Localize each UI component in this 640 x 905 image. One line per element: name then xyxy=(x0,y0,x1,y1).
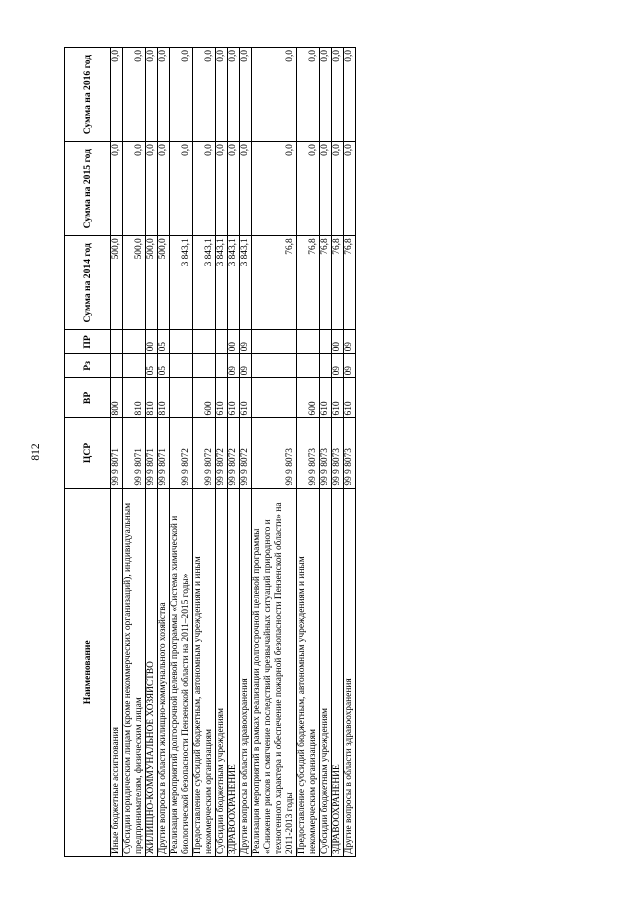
cell-rz xyxy=(123,354,146,378)
cell-2015: 0,0 xyxy=(123,142,146,236)
cell-2016: 0,0 xyxy=(320,48,332,142)
cell-rz: 09 xyxy=(240,354,252,378)
table-row xyxy=(332,48,344,857)
cell-2014: 500,0 xyxy=(158,236,170,330)
cell-pr xyxy=(252,330,297,354)
cell-name: Предоставление субсидий бюджетным, автономным учреждениям и иным некоммерческим организациям xyxy=(193,488,216,856)
budget-table xyxy=(64,47,356,857)
page-number: 812 xyxy=(30,443,42,461)
header-name: Наименование xyxy=(65,488,111,856)
cell-pr: 00 xyxy=(332,330,344,354)
cell-vr: 810 xyxy=(158,378,170,418)
cell-2015: 0,0 xyxy=(216,142,228,236)
cell-2015: 0,0 xyxy=(252,142,297,236)
cell-vr: 610 xyxy=(332,378,344,418)
table-row xyxy=(216,48,228,857)
cell-name: Реализация мероприятий в рамках реализации долгосрочной целевой программы «Снижение рисков и смягчение последствий чрезвычайных ситуаций природного и техногенного характера и обеспечение пожарной безопасности Пензенской области» на 2011-2013 годы xyxy=(252,488,297,856)
cell-csr: 99 9 8071 xyxy=(146,418,158,488)
table-row xyxy=(193,48,216,857)
header-vr: ВР xyxy=(65,378,111,418)
rotated-table-container xyxy=(64,47,474,857)
cell-vr: 600 xyxy=(193,378,216,418)
cell-rz xyxy=(216,354,228,378)
cell-name: Предоставление субсидий бюджетным, автономным учреждениям и иным некоммерческим организациям xyxy=(297,488,320,856)
cell-vr xyxy=(170,378,193,418)
table-row xyxy=(297,48,320,857)
cell-csr: 99 9 8072 xyxy=(228,418,240,488)
table-row xyxy=(170,48,193,857)
table-row xyxy=(158,48,170,857)
cell-vr: 810 xyxy=(146,378,158,418)
cell-2016: 0,0 xyxy=(193,48,216,142)
header-2014: Сумма на 2014 год xyxy=(65,236,111,330)
cell-name: Другие вопросы в области здравоохранения xyxy=(344,488,356,856)
table-row xyxy=(344,48,356,857)
cell-csr: 99 9 8072 xyxy=(216,418,228,488)
cell-pr xyxy=(123,330,146,354)
table-row xyxy=(146,48,158,857)
cell-rz: 05 xyxy=(158,354,170,378)
cell-2014: 76,8 xyxy=(297,236,320,330)
cell-vr: 610 xyxy=(228,378,240,418)
cell-vr: 800 xyxy=(111,378,123,418)
cell-2015: 0,0 xyxy=(240,142,252,236)
cell-2016: 0,0 xyxy=(111,48,123,142)
cell-vr: 600 xyxy=(297,378,320,418)
cell-2014: 76,8 xyxy=(344,236,356,330)
cell-2015: 0,0 xyxy=(158,142,170,236)
cell-2016: 0,0 xyxy=(332,48,344,142)
cell-2015: 0,0 xyxy=(332,142,344,236)
cell-rz xyxy=(193,354,216,378)
cell-name: ЖИЛИЩНО-КОММУНАЛЬНОЕ ХОЗЯЙСТВО xyxy=(146,488,158,856)
cell-2015: 0,0 xyxy=(111,142,123,236)
header-rz: Рз xyxy=(65,354,111,378)
cell-2016: 0,0 xyxy=(344,48,356,142)
header-2016: Сумма на 2016 год xyxy=(65,48,111,142)
table-row xyxy=(111,48,123,857)
cell-pr xyxy=(193,330,216,354)
cell-2015: 0,0 xyxy=(297,142,320,236)
cell-name: Другие вопросы в области жилищно-коммунального хозяйства xyxy=(158,488,170,856)
cell-2014: 3 843,1 xyxy=(170,236,193,330)
cell-pr xyxy=(111,330,123,354)
cell-2016: 0,0 xyxy=(146,48,158,142)
cell-pr: 09 xyxy=(344,330,356,354)
cell-rz: 09 xyxy=(344,354,356,378)
cell-2015: 0,0 xyxy=(170,142,193,236)
cell-2014: 3 843,1 xyxy=(228,236,240,330)
cell-rz xyxy=(252,354,297,378)
cell-vr: 610 xyxy=(344,378,356,418)
cell-2016: 0,0 xyxy=(170,48,193,142)
cell-csr: 99 9 8073 xyxy=(320,418,332,488)
cell-csr: 99 9 8073 xyxy=(297,418,320,488)
cell-2016: 0,0 xyxy=(252,48,297,142)
cell-2014: 3 843,1 xyxy=(240,236,252,330)
cell-name: Субсидии бюджетным учреждениям xyxy=(320,488,332,856)
cell-2015: 0,0 xyxy=(146,142,158,236)
cell-pr: 05 xyxy=(158,330,170,354)
cell-csr: 99 9 8073 xyxy=(332,418,344,488)
table-header xyxy=(65,48,111,857)
cell-2014: 76,8 xyxy=(252,236,297,330)
cell-vr: 810 xyxy=(123,378,146,418)
cell-2015: 0,0 xyxy=(344,142,356,236)
cell-pr xyxy=(216,330,228,354)
cell-vr: 610 xyxy=(320,378,332,418)
cell-csr: 99 9 8073 xyxy=(252,418,297,488)
cell-pr xyxy=(170,330,193,354)
cell-2016: 0,0 xyxy=(158,48,170,142)
cell-vr xyxy=(252,378,297,418)
cell-2016: 0,0 xyxy=(240,48,252,142)
cell-rz: 05 xyxy=(146,354,158,378)
cell-rz: 09 xyxy=(228,354,240,378)
cell-csr: 99 9 8072 xyxy=(170,418,193,488)
header-row xyxy=(65,48,111,857)
cell-csr: 99 9 8072 xyxy=(240,418,252,488)
table-row xyxy=(123,48,146,857)
cell-rz xyxy=(111,354,123,378)
table-row xyxy=(240,48,252,857)
cell-pr: 00 xyxy=(228,330,240,354)
table-row xyxy=(320,48,332,857)
cell-pr: 09 xyxy=(240,330,252,354)
cell-2016: 0,0 xyxy=(297,48,320,142)
cell-2014: 500,0 xyxy=(123,236,146,330)
cell-csr: 99 9 8073 xyxy=(344,418,356,488)
table-row xyxy=(228,48,240,857)
cell-name: ЗДРАВООХРАНЕНИЕ xyxy=(332,488,344,856)
cell-rz xyxy=(170,354,193,378)
cell-2014: 3 843,1 xyxy=(216,236,228,330)
cell-2016: 0,0 xyxy=(123,48,146,142)
cell-2014: 76,8 xyxy=(320,236,332,330)
cell-csr: 99 9 8071 xyxy=(123,418,146,488)
table-body xyxy=(111,48,356,857)
cell-2014: 76,8 xyxy=(332,236,344,330)
cell-vr: 610 xyxy=(240,378,252,418)
table-row xyxy=(252,48,297,857)
cell-2016: 0,0 xyxy=(216,48,228,142)
header-csr: ЦСР xyxy=(65,418,111,488)
cell-name: ЗДРАВООХРАНЕНИЕ xyxy=(228,488,240,856)
cell-vr: 610 xyxy=(216,378,228,418)
cell-csr: 99 9 8071 xyxy=(158,418,170,488)
header-pr: ПР xyxy=(65,330,111,354)
cell-csr: 99 9 8071 xyxy=(111,418,123,488)
header-2015: Сумма на 2015 год xyxy=(65,142,111,236)
cell-2015: 0,0 xyxy=(193,142,216,236)
cell-2016: 0,0 xyxy=(228,48,240,142)
cell-2014: 500,0 xyxy=(111,236,123,330)
cell-2014: 500,0 xyxy=(146,236,158,330)
cell-rz: 09 xyxy=(332,354,344,378)
cell-name: Субсидии юридическим лицам (кроме некоммерческих организаций), индивидуальным предпринимателям, физическим лицам xyxy=(123,488,146,856)
cell-name: Субсидии бюджетным учреждениям xyxy=(216,488,228,856)
cell-name: Другие вопросы в области здравоохранения xyxy=(240,488,252,856)
cell-name: Иные бюджетные ассигнования xyxy=(111,488,123,856)
cell-2014: 3 843,1 xyxy=(193,236,216,330)
cell-pr xyxy=(297,330,320,354)
cell-name: Реализация мероприятий долгосрочной целевой программы «Система химической и биологической безопасности Пензенской области на 2011–2015 годы» xyxy=(170,488,193,856)
cell-pr xyxy=(320,330,332,354)
cell-rz xyxy=(297,354,320,378)
cell-rz xyxy=(320,354,332,378)
cell-2015: 0,0 xyxy=(320,142,332,236)
cell-2015: 0,0 xyxy=(228,142,240,236)
cell-pr: 00 xyxy=(146,330,158,354)
cell-csr: 99 9 8072 xyxy=(193,418,216,488)
